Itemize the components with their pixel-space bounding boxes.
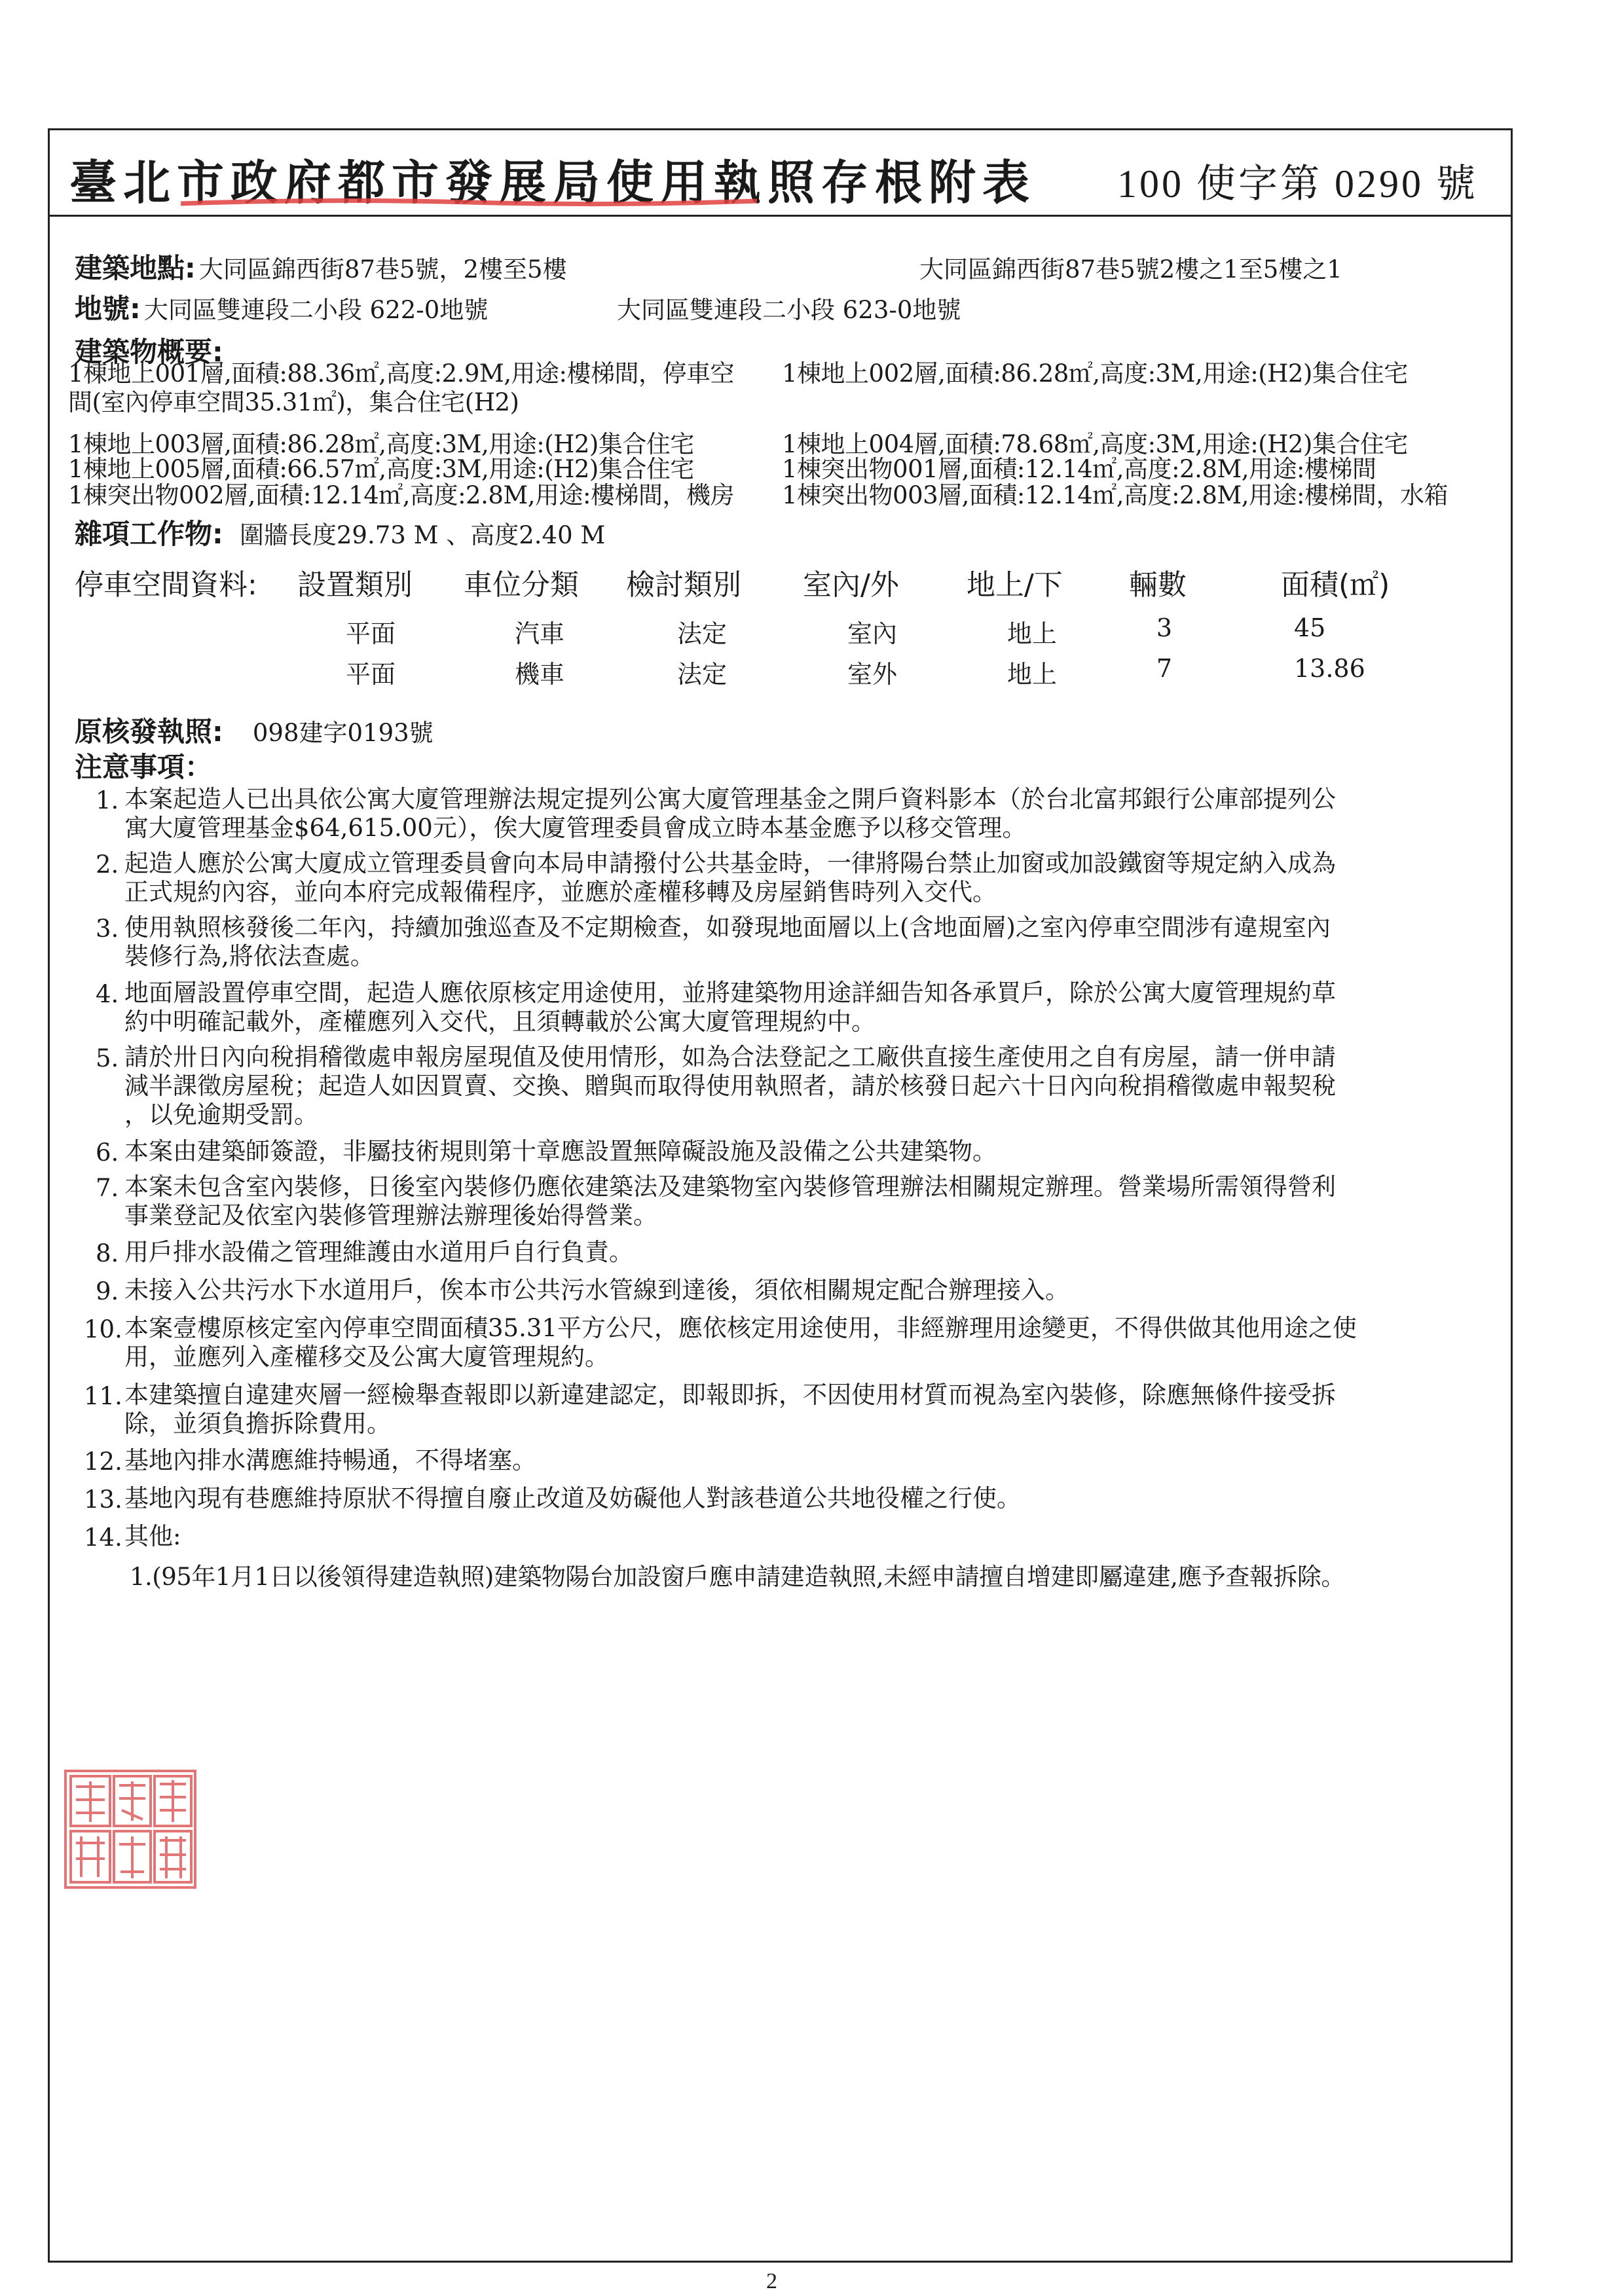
parking-cell: 平面 — [345, 619, 396, 648]
note-line: 本建築擅自違建夾層一經檢舉查報即以新違建認定，即報即拆，不因使用材質而視為室內裝修，除應無條件接受拆 — [124, 1381, 1336, 1409]
note-number: 7. — [96, 1174, 119, 1202]
note-number: 4. — [96, 980, 119, 1008]
red-underline-mark — [181, 197, 757, 208]
note-line: 約中明確記載外，產權應列入交代，且須轉載於公寓大廈管理規約中。 — [124, 1008, 876, 1036]
parking-cell: 室內 — [847, 619, 897, 648]
note-line: 寓大廈管理基金$64,615.00元），俟大廈管理委員會成立時本基金應予以移交管理。 — [124, 814, 1027, 842]
parking-cell: 13.86 — [1294, 654, 1365, 683]
note-line: 正式規約內容，並向本府完成報備程序，並應於產權移轉及房屋銷售時列入交代。 — [124, 878, 997, 906]
page-number: 2 — [766, 2269, 777, 2293]
overview-line-right: 1棟突出物001層,面積:12.14㎡,高度:2.8M,用途:樓梯間 — [782, 455, 1376, 483]
note-line: 減半課徵房屋稅；起造人如因買賣、交換、贈與而取得使用執照者，請於核發日起六十日內向稅捐稽徵處申報契稅 — [124, 1072, 1336, 1100]
lot-value-1: 大同區雙連段二小段 622-0地號 — [143, 296, 489, 324]
parking-cell: 汽車 — [514, 619, 564, 648]
original-permit-label: 原核發執照: — [75, 716, 223, 748]
note-line: 裝修行為,將依法查處。 — [124, 942, 375, 970]
overview-line-right: 1棟地上002層,面積:86.28㎡,高度:3M,用途:(H2)集合住宅 — [782, 359, 1408, 388]
address-value-1: 大同區錦西街87巷5號，2樓至5樓 — [198, 255, 567, 283]
parking-header: 設置類別 — [297, 568, 413, 602]
note-line: 其他: — [124, 1522, 181, 1550]
note-line: 除，並須負擔拆除費用。 — [124, 1410, 391, 1438]
address-label: 建築地點: — [75, 252, 196, 284]
document-title: 臺北市政府都市發展局使用執照存根附表 — [69, 155, 1037, 210]
notes-label: 注意事項： — [75, 751, 213, 783]
note-line: ，以免逾期受罰。 — [124, 1101, 318, 1129]
note-line: 未接入公共污水下水道用戶，俟本市公共污水管線到達後，須依相關規定配合辦理接入。 — [124, 1276, 1069, 1304]
note-number: 9. — [96, 1277, 119, 1305]
parking-cell: 法定 — [676, 619, 727, 648]
note-line: 用，並應列入產權移交及公寓大廈管理規約。 — [124, 1343, 609, 1371]
note-number: 2. — [96, 850, 119, 879]
note-number: 10. — [84, 1315, 122, 1343]
parking-header: 輛數 — [1129, 568, 1187, 602]
parking-cell: 地上 — [1006, 660, 1057, 689]
address-row — [75, 247, 567, 286]
lot-value-2: 大同區雙連段二小段 623-0地號 — [617, 296, 961, 324]
overview-line-right: 1棟突出物003層,面積:12.14㎡,高度:2.8M,用途:樓梯間，水箱 — [782, 481, 1448, 509]
note-number: 8. — [96, 1239, 119, 1267]
official-seal-stamp — [62, 1767, 199, 1891]
note-line: 使用執照核發後二年內，持續加強巡查及不定期檢查，如發現地面層以上(含地面層)之室內停車空間涉有違規室內 — [124, 913, 1331, 941]
note-line: 基地內排水溝應維持暢通，不得堵塞。 — [124, 1446, 536, 1474]
note-line: 用戶排水設備之管理維護由水道用戶自行負責。 — [124, 1238, 633, 1266]
overview-line-left: 1棟地上001層,面積:88.36㎡,高度:2.9M,用途:樓梯間，停車空 — [68, 359, 734, 388]
overview-label: 建築物概要: — [75, 336, 223, 368]
parking-label: 停車空間資料: — [75, 568, 257, 602]
address-value-2: 大同區錦西街87巷5號2樓之1至5樓之1 — [919, 255, 1342, 283]
note-number: 13. — [84, 1485, 122, 1514]
overview-line-left: 1棟地上003層,面積:86.28㎡,高度:3M,用途:(H2)集合住宅 — [68, 430, 694, 458]
note-line: 本案未包含室內裝修，日後室內裝修仍應依建築法及建築物室內裝修管理辦法相關規定辦理。營業場所需領得營利 — [124, 1173, 1336, 1201]
permit-number: 100 使字第 0290 號 — [1117, 162, 1478, 206]
note-number: 5. — [96, 1044, 119, 1072]
misc-label: 雜項工作物: — [75, 518, 223, 550]
other-sub-note: 1.(95年1月1日以後領得建造執照)建築物陽台加設窗戶應申請建造執照,未經申請擅自增建即屬違建,應予查報拆除。 — [130, 1563, 1345, 1591]
lot-row — [75, 287, 488, 327]
parking-header: 面積(㎡) — [1281, 568, 1390, 602]
parking-header: 地上/下 — [967, 568, 1063, 602]
overview-line-right: 1棟地上004層,面積:78.68㎡,高度:3M,用途:(H2)集合住宅 — [782, 430, 1408, 458]
parking-cell: 室外 — [847, 660, 897, 689]
parking-cell: 法定 — [676, 660, 727, 689]
note-line: 本案由建築師簽證，非屬技術規則第十章應設置無障礙設施及設備之公共建築物。 — [124, 1137, 997, 1165]
parking-header: 檢討類別 — [626, 568, 741, 602]
overview-line-left: 間(室內停車空間35.31㎡)，集合住宅(H2) — [68, 388, 519, 416]
note-number: 14. — [84, 1523, 122, 1552]
note-number: 6. — [96, 1139, 119, 1167]
note-line: 本案起造人已出具依公寓大廈管理辦法規定提列公寓大廈管理基金之開戶資料影本（於台北富邦銀行公庫部提列公 — [124, 785, 1336, 813]
misc-row — [75, 513, 605, 552]
parking-cell: 3 — [1156, 613, 1173, 642]
parking-header: 室內/外 — [803, 568, 899, 602]
note-number: 3. — [96, 915, 119, 943]
parking-cell: 機車 — [514, 660, 564, 689]
note-number: 1. — [96, 786, 119, 814]
overview-line-left: 1棟地上005層,面積:66.57㎡,高度:3M,用途:(H2)集合住宅 — [68, 455, 694, 483]
overview-line-left: 1棟突出物002層,面積:12.14㎡,高度:2.8M,用途:樓梯間，機房 — [68, 481, 734, 509]
parking-header: 車位分類 — [464, 568, 579, 602]
note-number: 12. — [84, 1448, 122, 1476]
note-number: 11. — [84, 1382, 122, 1410]
original-permit-value: 098建字0193號 — [252, 719, 434, 747]
note-line: 起造人應於公寓大廈成立管理委員會向本局申請撥付公共基金時，一律將陽台禁止加窗或加設鐵窗等規定納入成為 — [124, 849, 1336, 877]
document-header — [50, 130, 1511, 217]
lot-label: 地號: — [75, 293, 141, 325]
note-line: 本案壹樓原核定室內停車空間面積35.31平方公尺，應依核定用途使用，非經辦理用途變更，不得供做其他用途之使 — [124, 1314, 1357, 1342]
original-permit-row — [75, 710, 434, 750]
parking-cell: 地上 — [1006, 619, 1057, 648]
note-line: 基地內現有巷應維持原狀不得擅自廢止改道及妨礙他人對該巷道公共地役權之行使。 — [124, 1484, 1021, 1512]
parking-cell: 45 — [1294, 613, 1326, 642]
note-line: 事業登記及依室內裝修管理辦法辦理後始得營業。 — [124, 1201, 657, 1230]
note-line: 請於卅日內向稅捐稽徵處申報房屋現值及使用情形，如為合法登記之工廠供直接生產使用之自有房屋，請一併申請 — [124, 1043, 1336, 1071]
document-frame — [48, 128, 1513, 2263]
parking-cell: 平面 — [345, 660, 396, 689]
misc-value: 圍牆長度29.73 M 、高度2.40 M — [239, 521, 606, 549]
parking-cell: 7 — [1156, 654, 1173, 683]
note-line: 地面層設置停車空間，起造人應依原核定用途使用，並將建築物用途詳細告知各承買戶，除於公寓大廈管理規約草 — [124, 979, 1336, 1007]
